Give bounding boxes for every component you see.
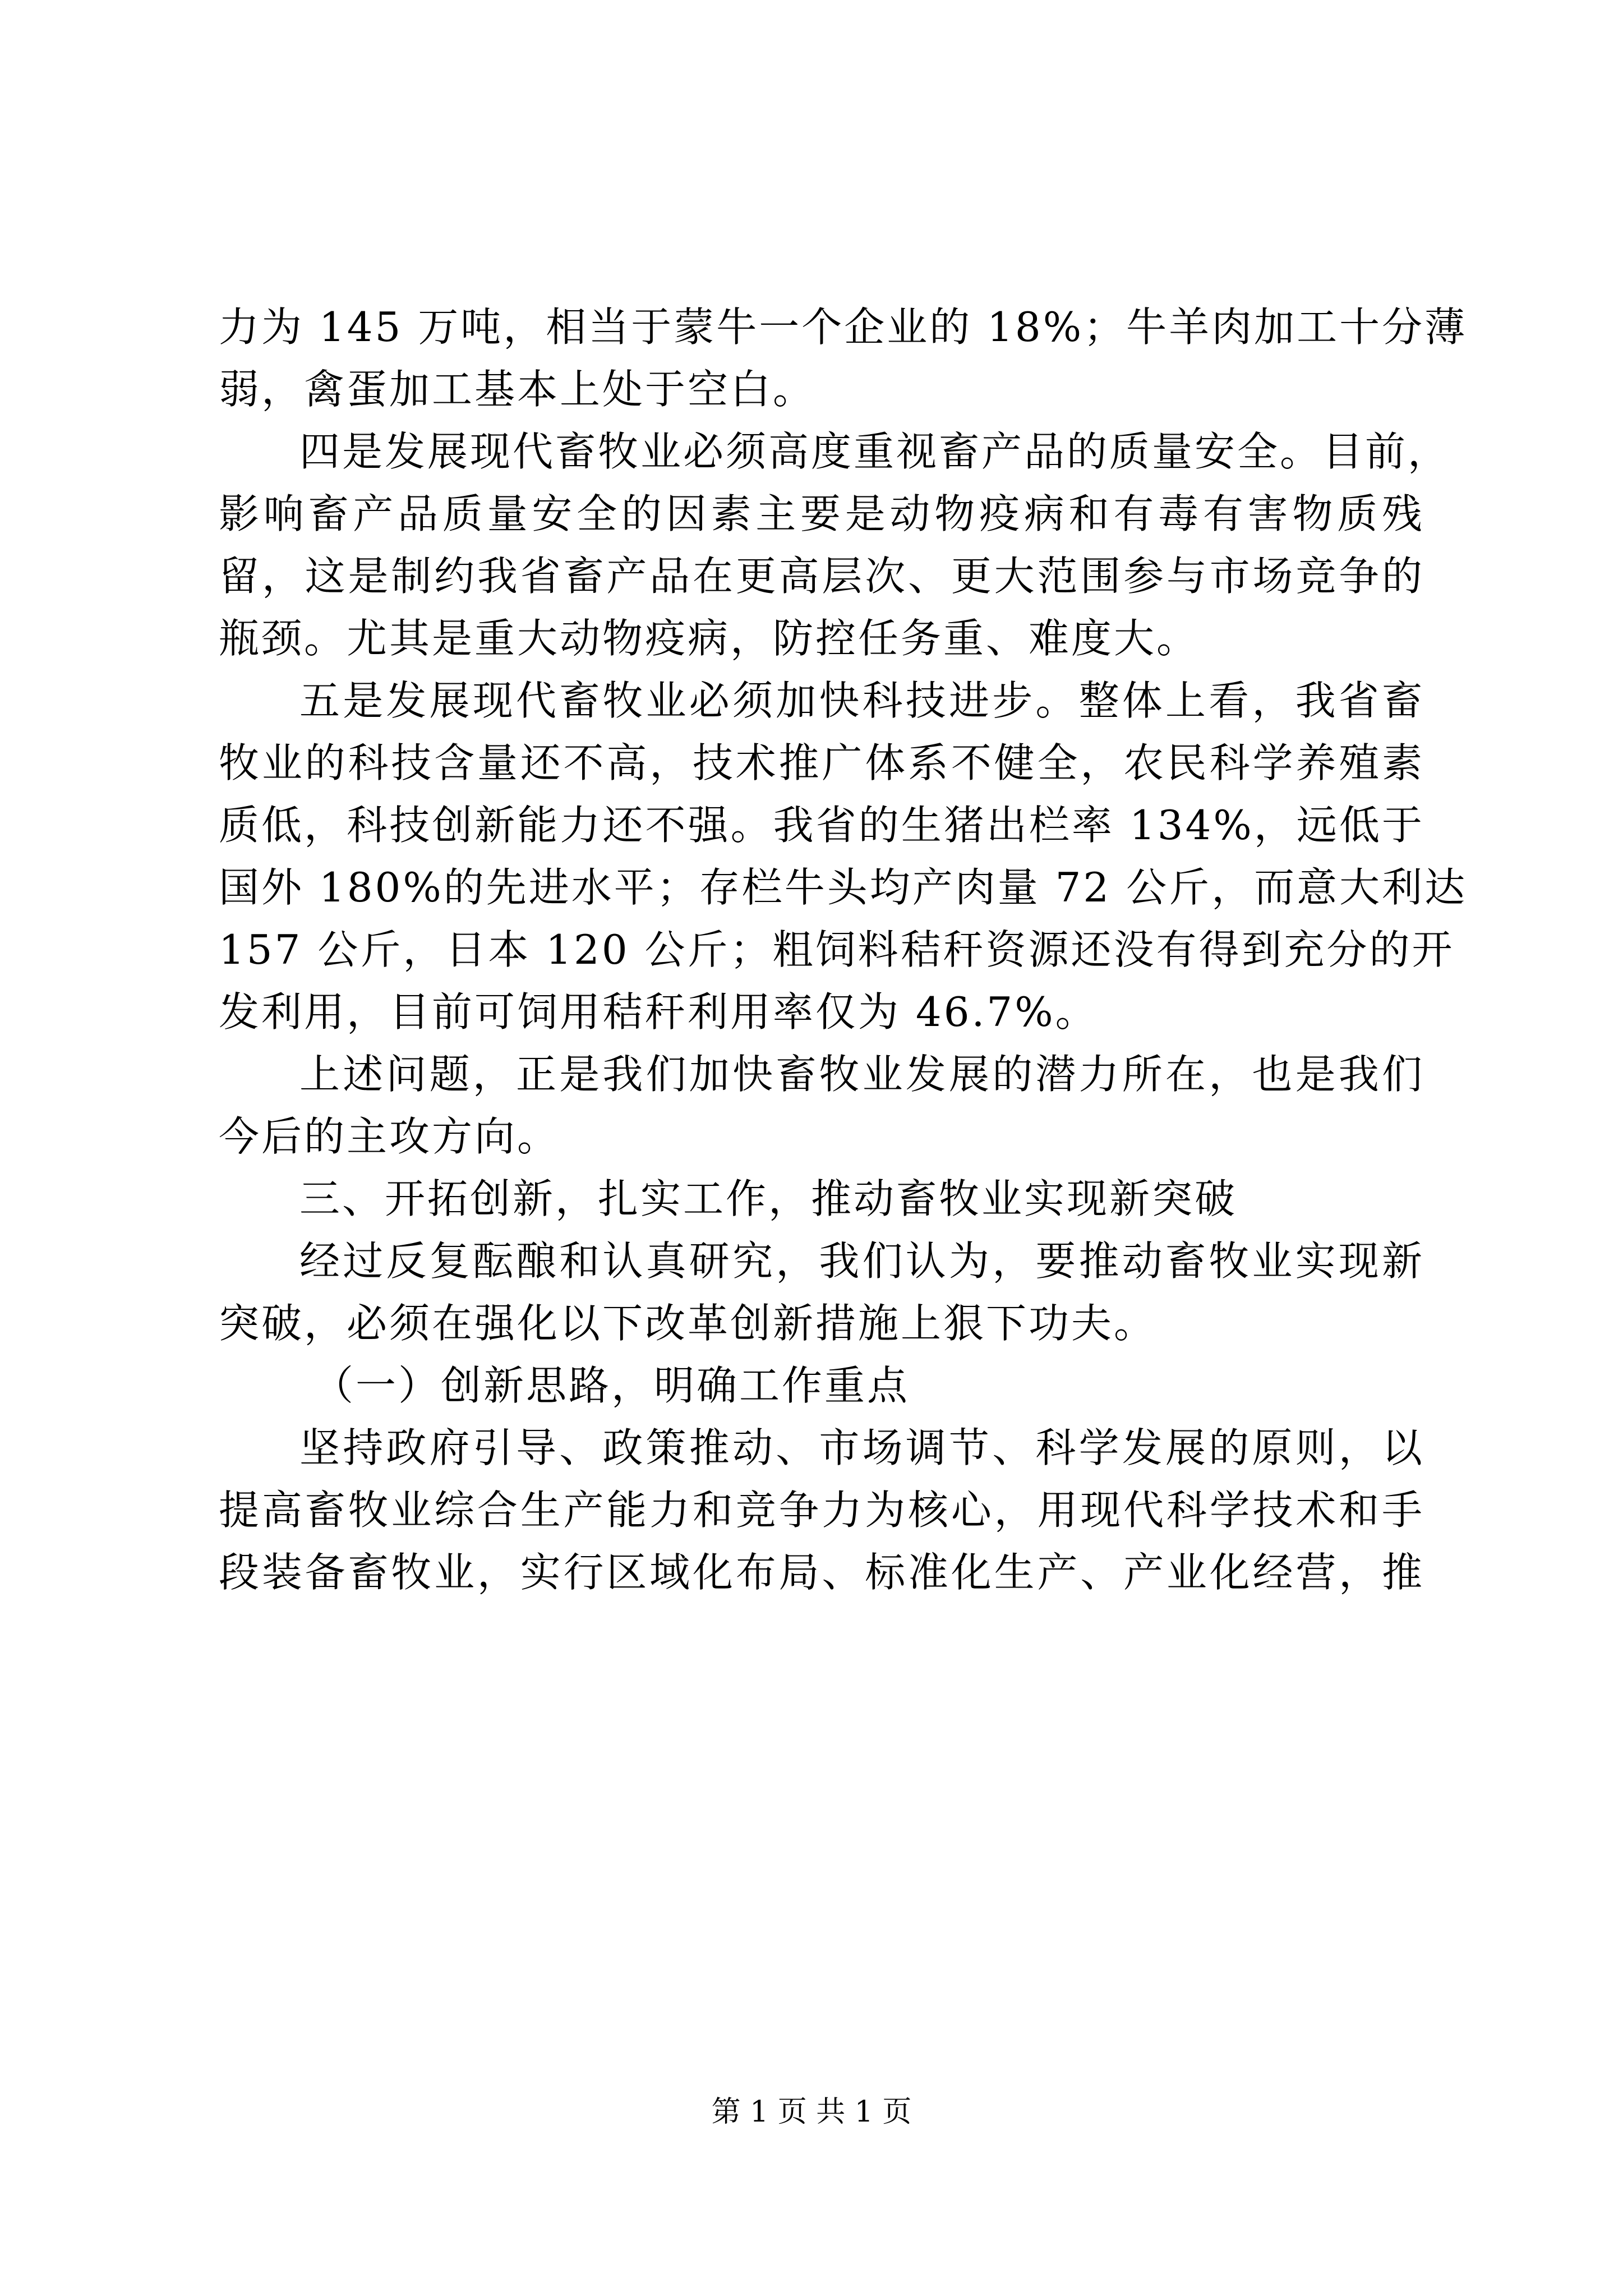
text-line: 牧业的科技含量还不高，技术推广体系不健全，农民科学养殖素 — [219, 739, 1424, 786]
paragraph-line: 五是发展现代畜牧业必须加快科技进步。整体上看，我省畜 — [299, 677, 1424, 724]
text-line: 弱，禽蛋加工基本上处于空白。 — [219, 366, 816, 413]
text-line: 发利用，目前可饲用秸秆利用率仅为 46.7%。 — [219, 988, 1098, 1036]
page-footer: 第 1 页 共 1 页 — [711, 2095, 912, 2129]
text-line: 力为 145 万吨，相当于蒙牛一个企业的 18%；牛羊肉加工十分薄 — [219, 303, 1468, 351]
text-line: 突破，必须在强化以下改革创新措施上狠下功夫。 — [219, 1300, 1157, 1347]
text-line: 瓶颈。尤其是重大动物疫病，防控任务重、难度大。 — [219, 615, 1200, 662]
paragraph-line: 上述问题，正是我们加快畜牧业发展的潜力所在，也是我们 — [299, 1051, 1424, 1098]
paragraph-line: 坚持政府引导、政策推动、市场调节、科学发展的原则，以 — [299, 1424, 1424, 1471]
text-line: 留，这是制约我省畜产品在更高层次、更大范围参与市场竞争的 — [219, 553, 1424, 600]
text-line: 提高畜牧业综合生产能力和竞争力为核心，用现代科学技术和手 — [219, 1487, 1424, 1534]
paragraph-line: 四是发展现代畜牧业必须高度重视畜产品的质量安全。目前， — [299, 428, 1451, 475]
text-line: 质低，科技创新能力还不强。我省的生猪出栏率 134%，远低于 — [219, 802, 1424, 849]
section-heading: 三、开拓创新，扎实工作，推动畜牧业实现新突破 — [299, 1175, 1238, 1222]
subsection-heading: （一）创新思路，明确工作重点 — [313, 1362, 910, 1409]
text-line: 段装备畜牧业，实行区域化布局、标准化生产、产业化经营，推 — [219, 1549, 1424, 1596]
text-line: 157 公斤，日本 120 公斤；粗饲料秸秆资源还没有得到充分的开 — [219, 926, 1455, 973]
text-line: 国外 180%的先进水平；存栏牛头均产肉量 72 公斤，而意大利达 — [219, 864, 1468, 911]
text-line: 影响畜产品质量安全的因素主要是动物疫病和有毒有害物质残 — [219, 490, 1424, 537]
paragraph-line: 经过反复酝酿和认真研究，我们认为，要推动畜牧业实现新 — [299, 1237, 1424, 1285]
text-line: 今后的主攻方向。 — [219, 1113, 560, 1160]
